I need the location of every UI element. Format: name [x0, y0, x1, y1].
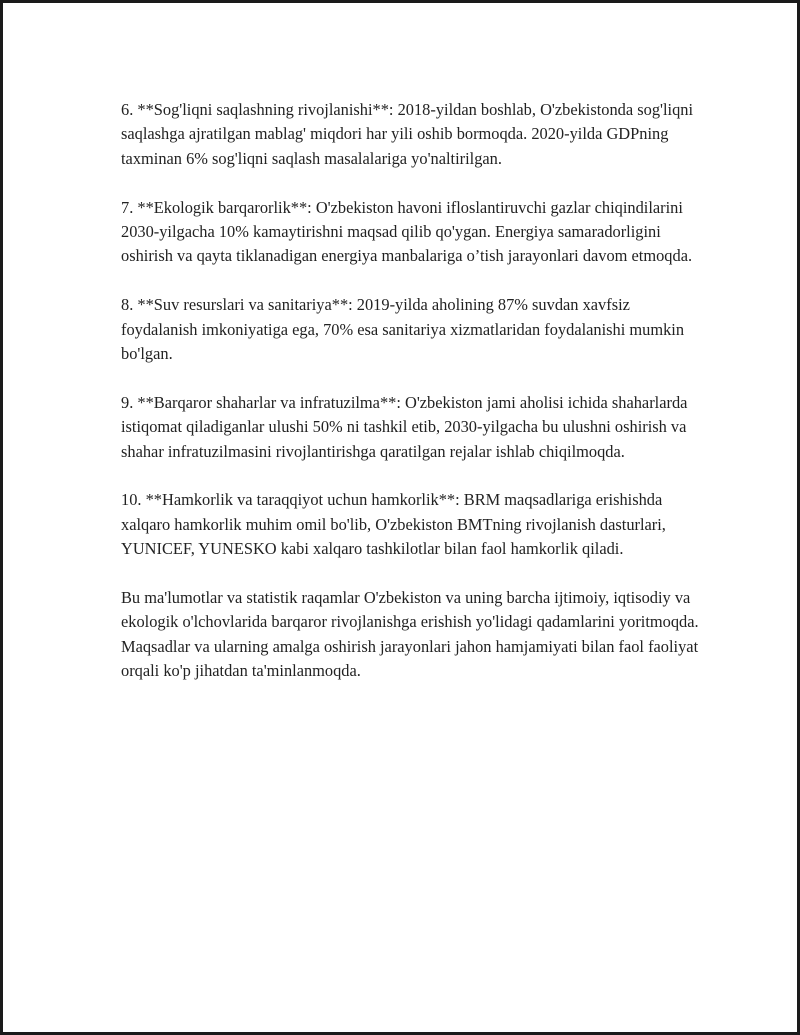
paragraph-ecology: 7. **Ekologik barqarorlik**: O'zbekiston havoni ifloslantiruvchi gazlar chiqindilarini 2030-yilgacha 10% kamaytirishni maqsad qilib qo'ygan. Energiya samaradorligini oshirish va qayta tiklanadigan energiya manbalariga o’tish jarayonlari davom etmoqda. — [121, 197, 693, 266]
paragraph-conclusion: Bu ma'lumotlar va statistik raqamlar O'zbekiston va uning barcha ijtimoiy, iqtisodiy va ekologik o'lchovlarida barqaror rivojlanishga erishish yo'lidagi qadamlarini yoritmoqda. Maqsadlar va ularning amalga oshirish jarayonlari jahon hamjamiyati bilan faol faoliyat orqali ko'p jihatdan ta'minlanmoqda. — [121, 588, 699, 681]
paragraph-sustainable-cities: 9. **Barqaror shaharlar va infratuzilma**: O'zbekiston jami aholisi ichida shaharlarda istiqomat qiladiganlar ulushi 50% ni tashkil etib, 2030-yilgacha bu ulushni oshirish va shahar infratuzilmasini rivojlantirishga qaratilgan rejalar ishlab chiqilmoqda. — [121, 392, 688, 461]
paragraph-water-sanitation: 8. **Suv resurslari va sanitariya**: 2019-yilda aholining 87% suvdan xavfsiz foydalanish imkoniyatiga ega, 70% esa sanitariya xizmatlaridan foydalanishi mumkin bo'lgan. — [121, 295, 685, 364]
paragraph-partnership: 10. **Hamkorlik va taraqqiyot uchun hamkorlik**: BRM maqsadlariga erishishda xalqaro hamkorlik muhim omil bo'lib, O'zbekiston BMTning rivojlanish dasturlari, YUNICEF, YUNESKO kabi xalqaro tashkilotlar bilan faol hamkorlik qiladi. — [121, 490, 666, 559]
document-body — [121, 98, 701, 684]
paragraph-health: 6. **Sog'liqni saqlashning rivojlanishi**: 2018-yildan boshlab, O'zbekistonda sog'liqni saqlashga ajratilgan mablag' miqdori har yili oshib bormoqda. 2020-yilda GDPning taxminan 6% sog'liqni saqlash masalalariga yo'naltirilgan. — [121, 100, 694, 168]
